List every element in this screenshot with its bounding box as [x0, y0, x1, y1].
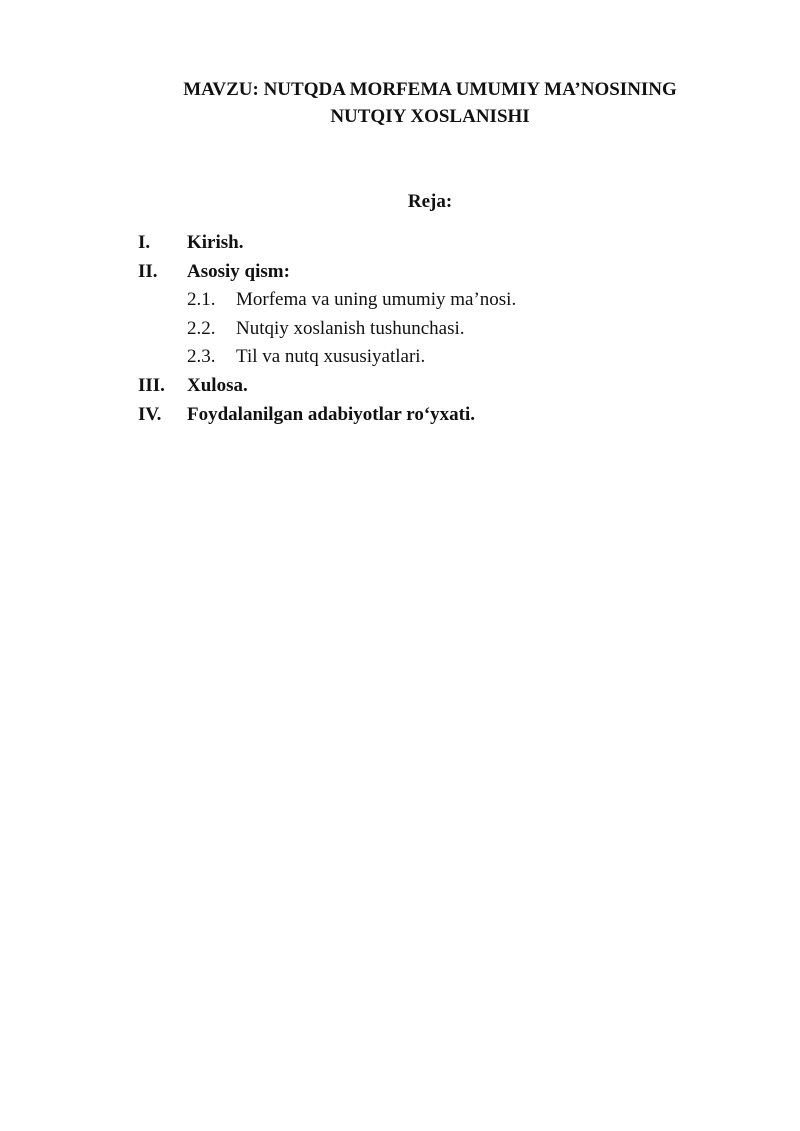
plan-item-text: Xulosa.	[187, 374, 248, 396]
plan-subitem-specialization	[138, 315, 758, 344]
plan-item-number: IV.	[138, 403, 162, 425]
document-title	[120, 76, 740, 130]
plan-item-number: III.	[138, 374, 165, 396]
plan-subitem-number: 2.3.	[187, 346, 216, 368]
plan-item-text: Foydalanilgan adabiyotlar ro‘yxati.	[187, 403, 476, 425]
plan-subitem-morpheme	[138, 286, 758, 315]
plan-item-text: Asosiy qism:	[187, 260, 290, 282]
plan-subitem-language-speech	[138, 343, 758, 372]
plan-item-introduction	[138, 229, 758, 258]
plan-item-references	[138, 401, 758, 430]
plan-item-text: Kirish.	[187, 232, 244, 253]
title-line-1: MAVZU: NUTQDA MORFEMA UMUMIY MA’NOSINING	[183, 79, 677, 100]
plan-item-number: I.	[138, 232, 151, 253]
plan-subitem-number: 2.2.	[187, 317, 216, 339]
plan-subitem-text: Morfema va uning umumiy ma’nosi.	[236, 289, 517, 311]
plan-subitem-text: Nutqiy xoslanish tushunchasi.	[236, 317, 465, 339]
plan-list	[138, 229, 758, 429]
plan-item-conclusion	[138, 372, 758, 401]
plan-item-main-part	[138, 258, 758, 287]
plan-subitem-text: Til va nutq xususiyatlari.	[236, 346, 426, 368]
plan-item-number: II.	[138, 260, 158, 282]
plan-subitem-number: 2.1.	[187, 289, 216, 311]
plan-heading: Reja:	[407, 191, 453, 212]
title-line-2: NUTQIY XOSLANISHI	[330, 106, 530, 127]
